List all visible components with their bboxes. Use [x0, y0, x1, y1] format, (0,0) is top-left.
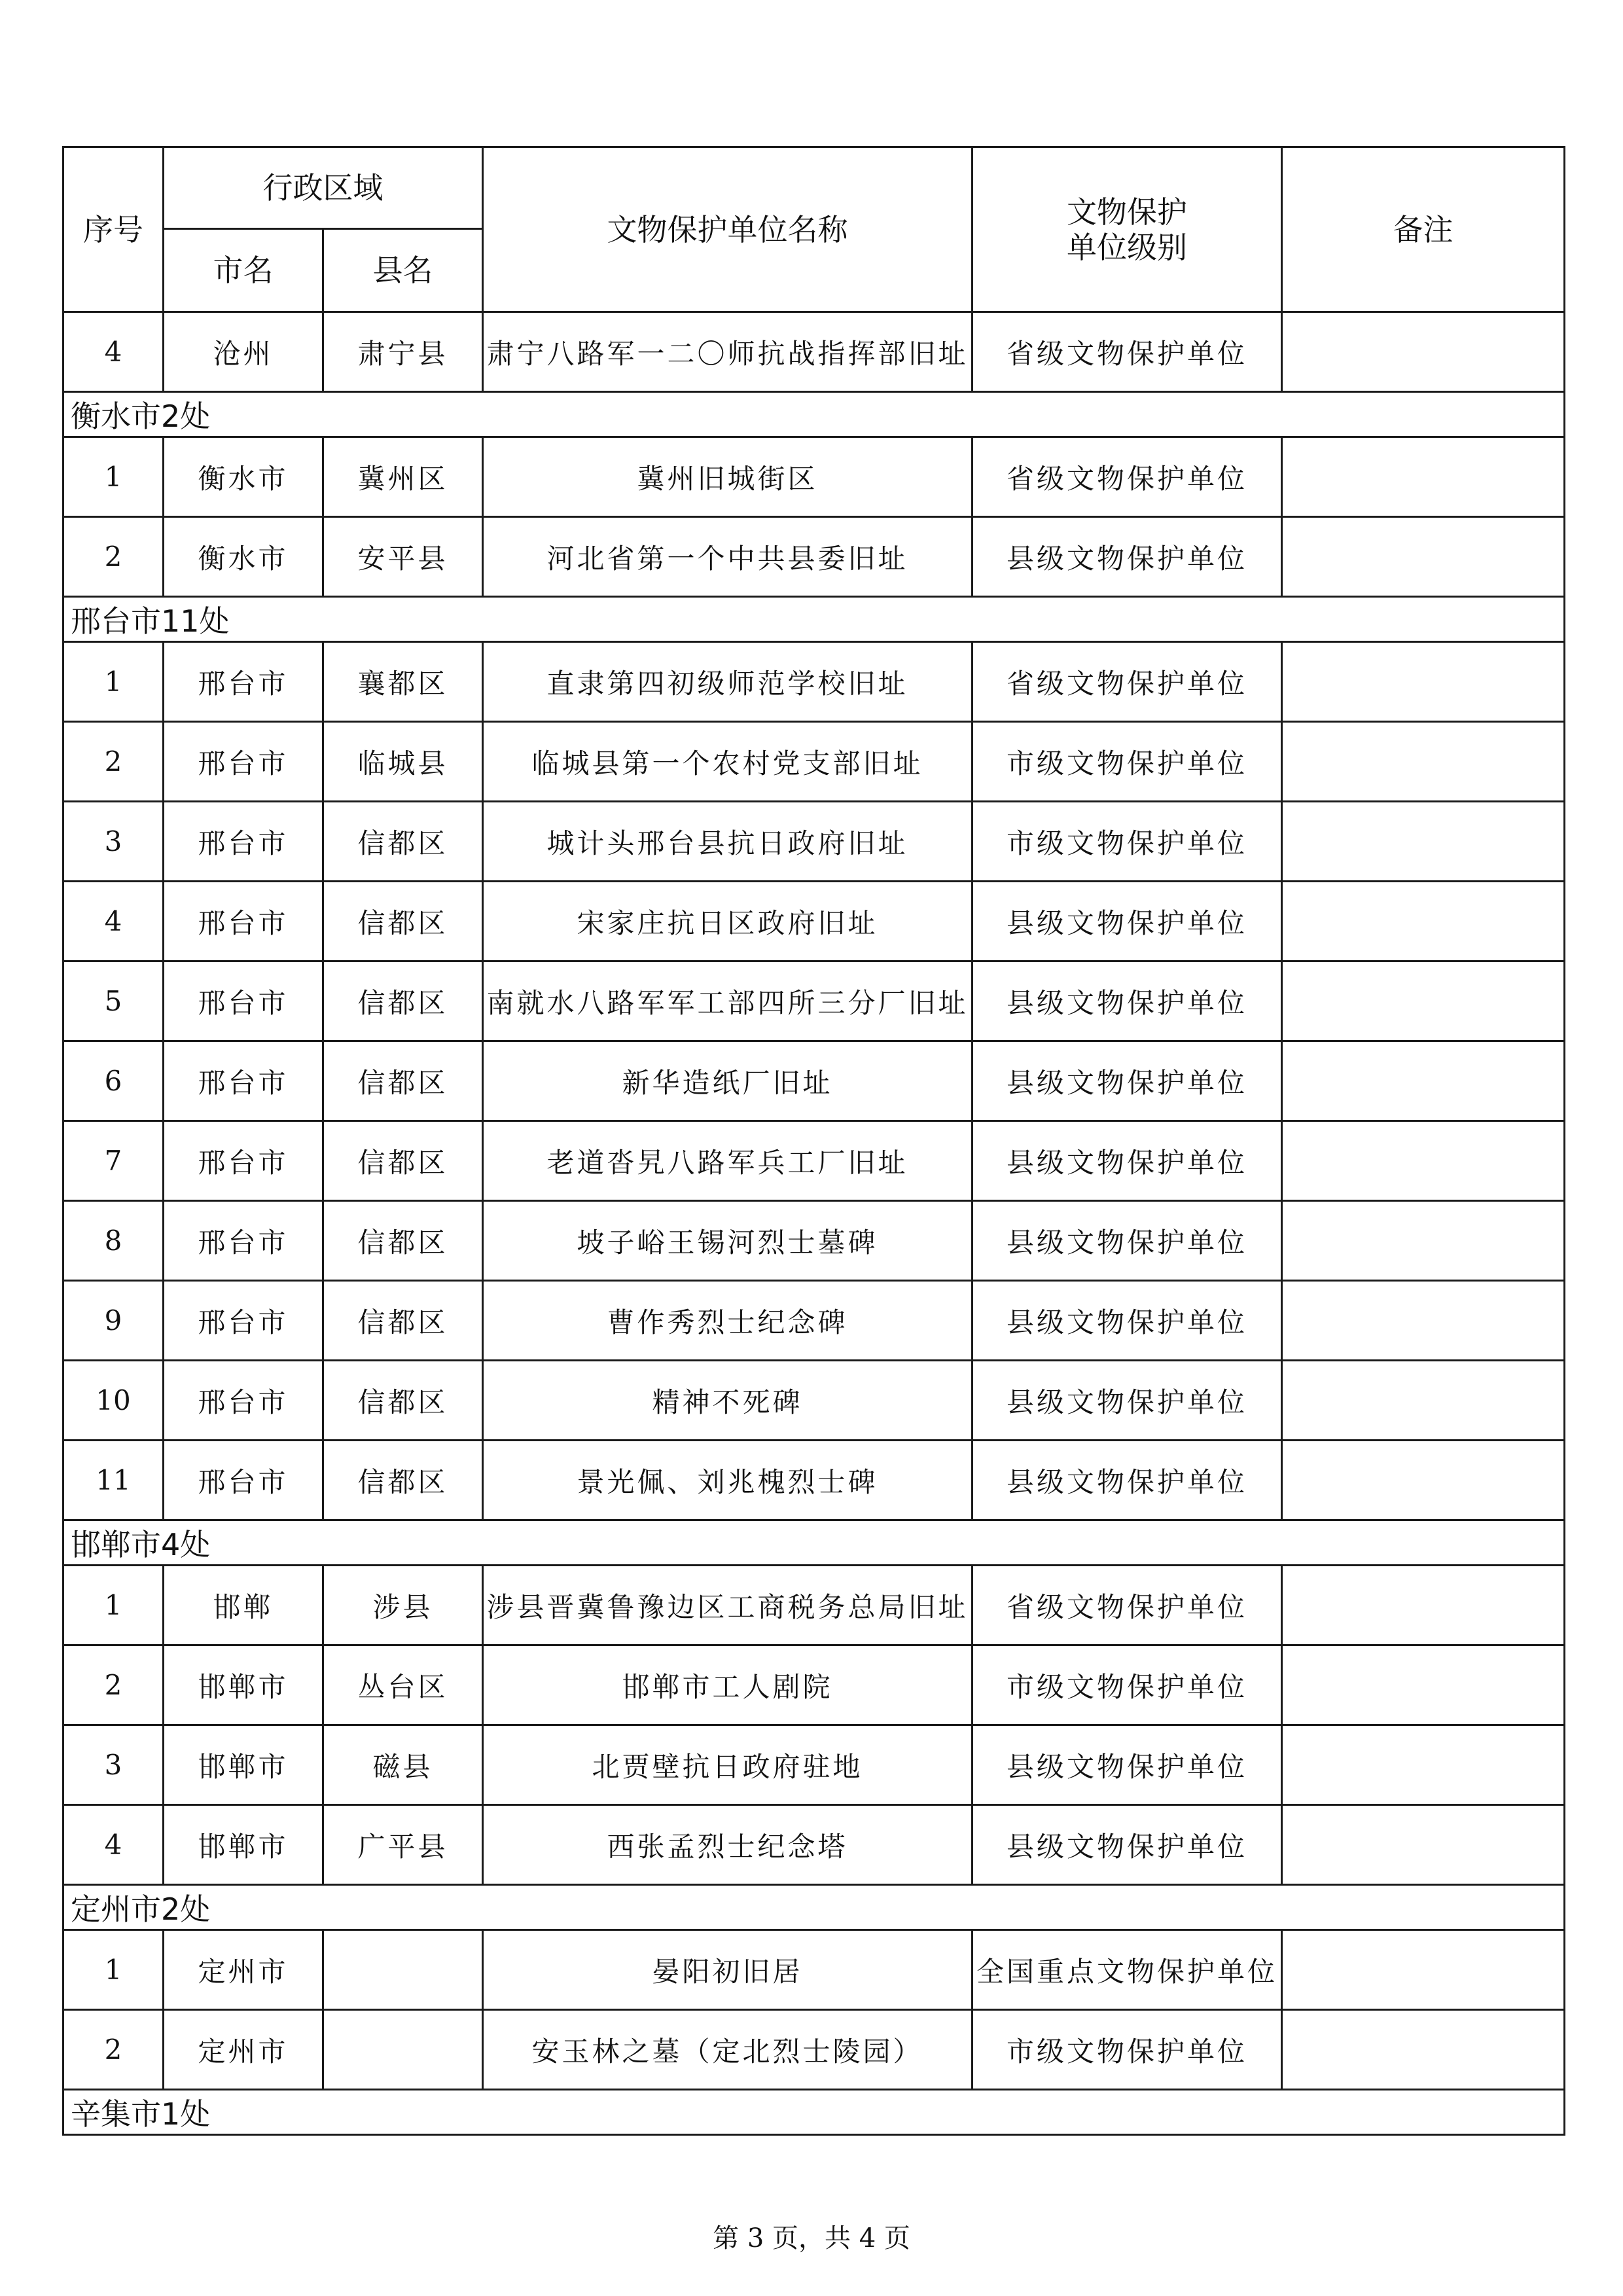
table-body	[63, 312, 1565, 2135]
header-protection-level	[972, 147, 1282, 312]
remark-cell	[1282, 1041, 1565, 1121]
site-name-cell: 曹作秀烈士纪念碑	[483, 1281, 972, 1361]
remark-cell	[1282, 642, 1565, 722]
city-cell: 邢台市	[164, 1121, 323, 1201]
level-cell: 县级文物保护单位	[972, 882, 1282, 961]
county-cell: 丛台区	[323, 1645, 483, 1725]
seq-cell: 6	[63, 1041, 164, 1121]
remark-cell	[1282, 1805, 1565, 1885]
seq-cell: 3	[63, 802, 164, 882]
remark-cell	[1282, 1725, 1565, 1805]
site-name-cell: 肃宁八路军一二〇师抗战指挥部旧址	[483, 312, 972, 392]
header-row-top	[63, 147, 1565, 229]
seq-cell: 2	[63, 2010, 164, 2090]
city-cell: 邯郸市	[164, 1805, 323, 1885]
table-row	[63, 1645, 1565, 1725]
table-row	[63, 1201, 1565, 1281]
county-cell: 冀州区	[323, 437, 483, 517]
section-title: 辛集市1处	[63, 2090, 1565, 2135]
section-header-row	[63, 2090, 1565, 2135]
remark-cell	[1282, 517, 1565, 597]
table-row	[63, 882, 1565, 961]
county-cell: 广平县	[323, 1805, 483, 1885]
level-cell: 市级文物保护单位	[972, 802, 1282, 882]
city-cell: 沧州	[164, 312, 323, 392]
site-name-cell: 城计头邢台县抗日政府旧址	[483, 802, 972, 882]
county-cell: 安平县	[323, 517, 483, 597]
site-name-cell: 西张孟烈士纪念塔	[483, 1805, 972, 1885]
table-row	[63, 961, 1565, 1041]
site-name-cell: 冀州旧城街区	[483, 437, 972, 517]
county-cell: 信都区	[323, 1281, 483, 1361]
section-header-row	[63, 1520, 1565, 1566]
header-city: 市名	[164, 229, 323, 312]
level-cell: 市级文物保护单位	[972, 2010, 1282, 2090]
table-row	[63, 722, 1565, 802]
remark-cell	[1282, 1441, 1565, 1520]
county-cell	[323, 1930, 483, 2010]
seq-cell: 11	[63, 1441, 164, 1520]
county-cell: 信都区	[323, 1041, 483, 1121]
site-name-cell: 直隶第四初级师范学校旧址	[483, 642, 972, 722]
city-cell: 邢台市	[164, 961, 323, 1041]
city-cell: 衡水市	[164, 437, 323, 517]
site-name-cell: 新华造纸厂旧址	[483, 1041, 972, 1121]
remark-cell	[1282, 1361, 1565, 1441]
city-cell: 定州市	[164, 2010, 323, 2090]
city-cell: 邯郸	[164, 1566, 323, 1645]
header-region: 行政区域	[164, 147, 483, 229]
county-cell: 信都区	[323, 882, 483, 961]
city-cell: 邯郸市	[164, 1725, 323, 1805]
header-seq: 序号	[63, 147, 164, 312]
site-name-cell: 景光佩、刘兆槐烈士碑	[483, 1441, 972, 1520]
remark-cell	[1282, 882, 1565, 961]
remark-cell	[1282, 1121, 1565, 1201]
section-header-row	[63, 1885, 1565, 1930]
city-cell: 邢台市	[164, 642, 323, 722]
level-cell: 县级文物保护单位	[972, 1805, 1282, 1885]
level-cell: 全国重点文物保护单位	[972, 1930, 1282, 2010]
site-name-cell: 河北省第一个中共县委旧址	[483, 517, 972, 597]
level-cell: 县级文物保护单位	[972, 1281, 1282, 1361]
county-cell: 信都区	[323, 1361, 483, 1441]
site-name-cell: 北贾壁抗日政府驻地	[483, 1725, 972, 1805]
county-cell: 信都区	[323, 1201, 483, 1281]
seq-cell: 9	[63, 1281, 164, 1361]
seq-cell: 2	[63, 722, 164, 802]
county-cell: 信都区	[323, 1121, 483, 1201]
section-header-row	[63, 597, 1565, 642]
remark-cell	[1282, 1930, 1565, 2010]
city-cell: 邯郸市	[164, 1645, 323, 1725]
table-row	[63, 1805, 1565, 1885]
header-county: 县名	[323, 229, 483, 312]
seq-cell: 4	[63, 882, 164, 961]
remark-cell	[1282, 1281, 1565, 1361]
table-row	[63, 642, 1565, 722]
table-row	[63, 1281, 1565, 1361]
site-name-cell: 邯郸市工人剧院	[483, 1645, 972, 1725]
site-name-cell: 安玉林之墓（定北烈士陵园）	[483, 2010, 972, 2090]
seq-cell: 2	[63, 1645, 164, 1725]
level-cell: 省级文物保护单位	[972, 1566, 1282, 1645]
seq-cell: 1	[63, 1566, 164, 1645]
level-cell: 县级文物保护单位	[972, 1441, 1282, 1520]
county-cell: 肃宁县	[323, 312, 483, 392]
seq-cell: 3	[63, 1725, 164, 1805]
site-name-cell: 老道沓旯八路军兵工厂旧址	[483, 1121, 972, 1201]
city-cell: 衡水市	[164, 517, 323, 597]
seq-cell: 8	[63, 1201, 164, 1281]
table-row	[63, 437, 1565, 517]
table-row	[63, 2010, 1565, 2090]
page-footer: 第 3 页，共 4 页	[713, 2223, 910, 2253]
table-row	[63, 1121, 1565, 1201]
level-cell: 县级文物保护单位	[972, 1121, 1282, 1201]
remark-cell	[1282, 961, 1565, 1041]
remark-cell	[1282, 312, 1565, 392]
site-name-cell: 晏阳初旧居	[483, 1930, 972, 2010]
site-name-cell: 坡子峪王锡河烈士墓碑	[483, 1201, 972, 1281]
section-header-row	[63, 392, 1565, 437]
county-cell: 信都区	[323, 961, 483, 1041]
heritage-site-table	[62, 146, 1565, 2136]
level-cell: 省级文物保护单位	[972, 642, 1282, 722]
city-cell: 邢台市	[164, 1201, 323, 1281]
city-cell: 邢台市	[164, 882, 323, 961]
header-site-name: 文物保护单位名称	[483, 147, 972, 312]
seq-cell: 5	[63, 961, 164, 1041]
site-name-cell: 临城县第一个农村党支部旧址	[483, 722, 972, 802]
seq-cell: 2	[63, 517, 164, 597]
section-title: 邯郸市4处	[63, 1520, 1565, 1566]
table-row	[63, 1566, 1565, 1645]
section-title: 定州市2处	[63, 1885, 1565, 1930]
site-name-cell: 南就水八路军军工部四所三分厂旧址	[483, 961, 972, 1041]
level-cell: 市级文物保护单位	[972, 1645, 1282, 1725]
level-cell: 县级文物保护单位	[972, 1041, 1282, 1121]
level-cell: 县级文物保护单位	[972, 1361, 1282, 1441]
seq-cell: 7	[63, 1121, 164, 1201]
county-cell: 涉县	[323, 1566, 483, 1645]
table-row	[63, 312, 1565, 392]
header-level-line2: 单位级别	[1067, 229, 1187, 265]
table-row	[63, 1361, 1565, 1441]
table-row	[63, 517, 1565, 597]
section-title: 邢台市11处	[63, 597, 1565, 642]
city-cell: 邢台市	[164, 1281, 323, 1361]
county-cell: 临城县	[323, 722, 483, 802]
table-row	[63, 1441, 1565, 1520]
county-cell	[323, 2010, 483, 2090]
seq-cell: 1	[63, 1930, 164, 2010]
county-cell: 磁县	[323, 1725, 483, 1805]
city-cell: 邢台市	[164, 1041, 323, 1121]
level-cell: 县级文物保护单位	[972, 1201, 1282, 1281]
level-cell: 县级文物保护单位	[972, 517, 1282, 597]
level-cell: 县级文物保护单位	[972, 1725, 1282, 1805]
header-level-line1: 文物保护	[1067, 194, 1187, 230]
city-cell: 邢台市	[164, 1441, 323, 1520]
remark-cell	[1282, 2010, 1565, 2090]
header-remark: 备注	[1282, 147, 1565, 312]
remark-cell	[1282, 802, 1565, 882]
table-row	[63, 1725, 1565, 1805]
section-title: 衡水市2处	[63, 392, 1565, 437]
city-cell: 邢台市	[164, 802, 323, 882]
seq-cell: 4	[63, 312, 164, 392]
level-cell: 省级文物保护单位	[972, 437, 1282, 517]
remark-cell	[1282, 437, 1565, 517]
level-cell: 市级文物保护单位	[972, 722, 1282, 802]
site-name-cell: 涉县晋冀鲁豫边区工商税务总局旧址	[483, 1566, 972, 1645]
city-cell: 定州市	[164, 1930, 323, 2010]
remark-cell	[1282, 1201, 1565, 1281]
table-row	[63, 1041, 1565, 1121]
remark-cell	[1282, 722, 1565, 802]
table-row	[63, 1930, 1565, 2010]
site-name-cell: 宋家庄抗日区政府旧址	[483, 882, 972, 961]
table-row	[63, 802, 1565, 882]
site-name-cell: 精神不死碑	[483, 1361, 972, 1441]
county-cell: 信都区	[323, 802, 483, 882]
seq-cell: 1	[63, 642, 164, 722]
city-cell: 邢台市	[164, 1361, 323, 1441]
level-cell: 县级文物保护单位	[972, 961, 1282, 1041]
seq-cell: 4	[63, 1805, 164, 1885]
remark-cell	[1282, 1566, 1565, 1645]
seq-cell: 1	[63, 437, 164, 517]
county-cell: 襄都区	[323, 642, 483, 722]
seq-cell: 10	[63, 1361, 164, 1441]
level-cell: 省级文物保护单位	[972, 312, 1282, 392]
city-cell: 邢台市	[164, 722, 323, 802]
county-cell: 信都区	[323, 1441, 483, 1520]
remark-cell	[1282, 1645, 1565, 1725]
